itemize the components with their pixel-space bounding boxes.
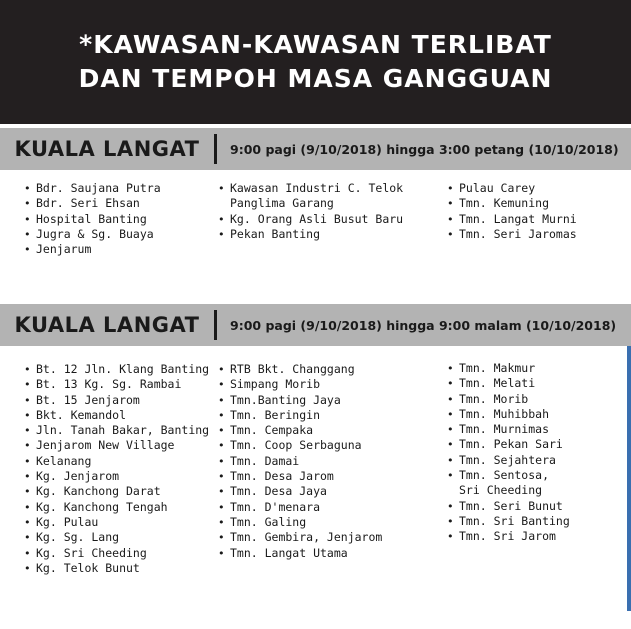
section-2-column-1 xyxy=(24,362,214,576)
list-item: • Tmn. Langat Utama xyxy=(218,546,433,561)
list-item: • Kg. Sri Cheeding xyxy=(24,546,214,561)
list-item: • Pulau Carey xyxy=(447,181,617,196)
list-item: • Bt. 13 Kg. Sg. Rambai xyxy=(24,377,214,392)
list-item: • Tmn. Damai xyxy=(218,454,433,469)
list-item: • Tmn. Beringin xyxy=(218,408,433,423)
list-item: • Tmn. Sentosa, Sri Cheeding xyxy=(447,468,617,499)
list-item: • RTB Bkt. Changgang xyxy=(218,362,433,377)
section-1-column-3 xyxy=(447,181,617,242)
list-item: • Tmn. D'menara xyxy=(218,500,433,515)
list-item: • Tmn. Sri Jarom xyxy=(447,529,617,544)
section-1-column-2 xyxy=(218,181,433,242)
list-item: • Tmn. Makmur xyxy=(447,361,617,376)
list-item: • Kg. Pulau xyxy=(24,515,214,530)
section-1-column-1 xyxy=(24,181,214,257)
list-item: • Kg. Telok Bunut xyxy=(24,561,214,576)
list-item: • Tmn. Desa Jarom xyxy=(218,469,433,484)
list-item: • Bdr. Seri Ehsan xyxy=(24,196,214,211)
list-item: • Bdr. Saujana Putra xyxy=(24,181,214,196)
list-item: • Tmn. Cempaka xyxy=(218,423,433,438)
list-item: • Tmn.Banting Jaya xyxy=(218,393,433,408)
list-item: • Kg. Sg. Lang xyxy=(24,530,214,545)
list-item: • Tmn. Desa Jaya xyxy=(218,484,433,499)
list-item: • Kelanang xyxy=(24,454,214,469)
list-item: • Tmn. Seri Jaromas xyxy=(447,227,617,242)
list-item: • Jugra & Sg. Buaya xyxy=(24,227,214,242)
list-item: • Jln. Tanah Bakar, Banting xyxy=(24,423,214,438)
accent-stripe-blue xyxy=(627,311,631,611)
list-item: • Pekan Banting xyxy=(218,227,433,242)
list-item: • Bt. 12 Jln. Klang Banting xyxy=(24,362,214,377)
list-item: • Simpang Morib xyxy=(218,377,433,392)
list-item: • Tmn. Seri Bunut xyxy=(447,499,617,514)
list-item: • Tmn. Sejahtera xyxy=(447,453,617,468)
list-item: • Tmn. Murnimas xyxy=(447,422,617,437)
list-item: • Tmn. Muhibbah xyxy=(447,407,617,422)
list-item: • Tmn. Langat Murni xyxy=(447,212,617,227)
list-item: • Tmn. Morib xyxy=(447,392,617,407)
section-2-period: 9:00 pagi (9/10/2018) hingga 9:00 malam (10/10/2018) xyxy=(230,317,617,333)
section-2-column-2 xyxy=(218,362,433,561)
list-item: • Kg. Kanchong Tengah xyxy=(24,500,214,515)
page-header xyxy=(0,0,631,124)
section-2-region: KUALA LANGAT xyxy=(14,313,200,337)
list-item: • Tmn. Gembira, Jenjarom xyxy=(218,530,433,545)
section-1-bar xyxy=(0,128,631,170)
list-item: • Hospital Banting xyxy=(24,212,214,227)
list-item: • Tmn. Kemuning xyxy=(447,196,617,211)
list-item: • Bkt. Kemandol xyxy=(24,408,214,423)
list-item: • Jenjarum xyxy=(24,242,214,257)
section-1-divider xyxy=(214,134,217,164)
section-1-region: KUALA LANGAT xyxy=(14,137,200,161)
section-2-column-3 xyxy=(447,361,617,545)
header-title-line-1: *KAWASAN-KAWASAN TERLIBAT xyxy=(79,30,552,59)
list-item: • Kg. Kanchong Darat xyxy=(24,484,214,499)
list-item: • Tmn. Sri Banting xyxy=(447,514,617,529)
list-item: • Jenjarom New Village xyxy=(24,438,214,453)
list-item: • Tmn. Coop Serbaguna xyxy=(218,438,433,453)
list-item: • Kg. Orang Asli Busut Baru xyxy=(218,212,433,227)
section-1-period: 9:00 pagi (9/10/2018) hingga 3:00 petang (10/10/2018) xyxy=(230,141,619,157)
list-item: • Tmn. Pekan Sari xyxy=(447,437,617,452)
list-item: • Tmn. Galing xyxy=(218,515,433,530)
section-2-divider xyxy=(214,310,217,340)
list-item: • Bt. 15 Jenjarom xyxy=(24,393,214,408)
section-2-bar xyxy=(0,304,631,346)
list-item: • Tmn. Melati xyxy=(447,376,617,391)
list-item: • Kawasan Industri C. Telok Panglima Garang xyxy=(218,181,433,212)
list-item: • Kg. Jenjarom xyxy=(24,469,214,484)
header-title-line-2: DAN TEMPOH MASA GANGGUAN xyxy=(78,64,553,93)
